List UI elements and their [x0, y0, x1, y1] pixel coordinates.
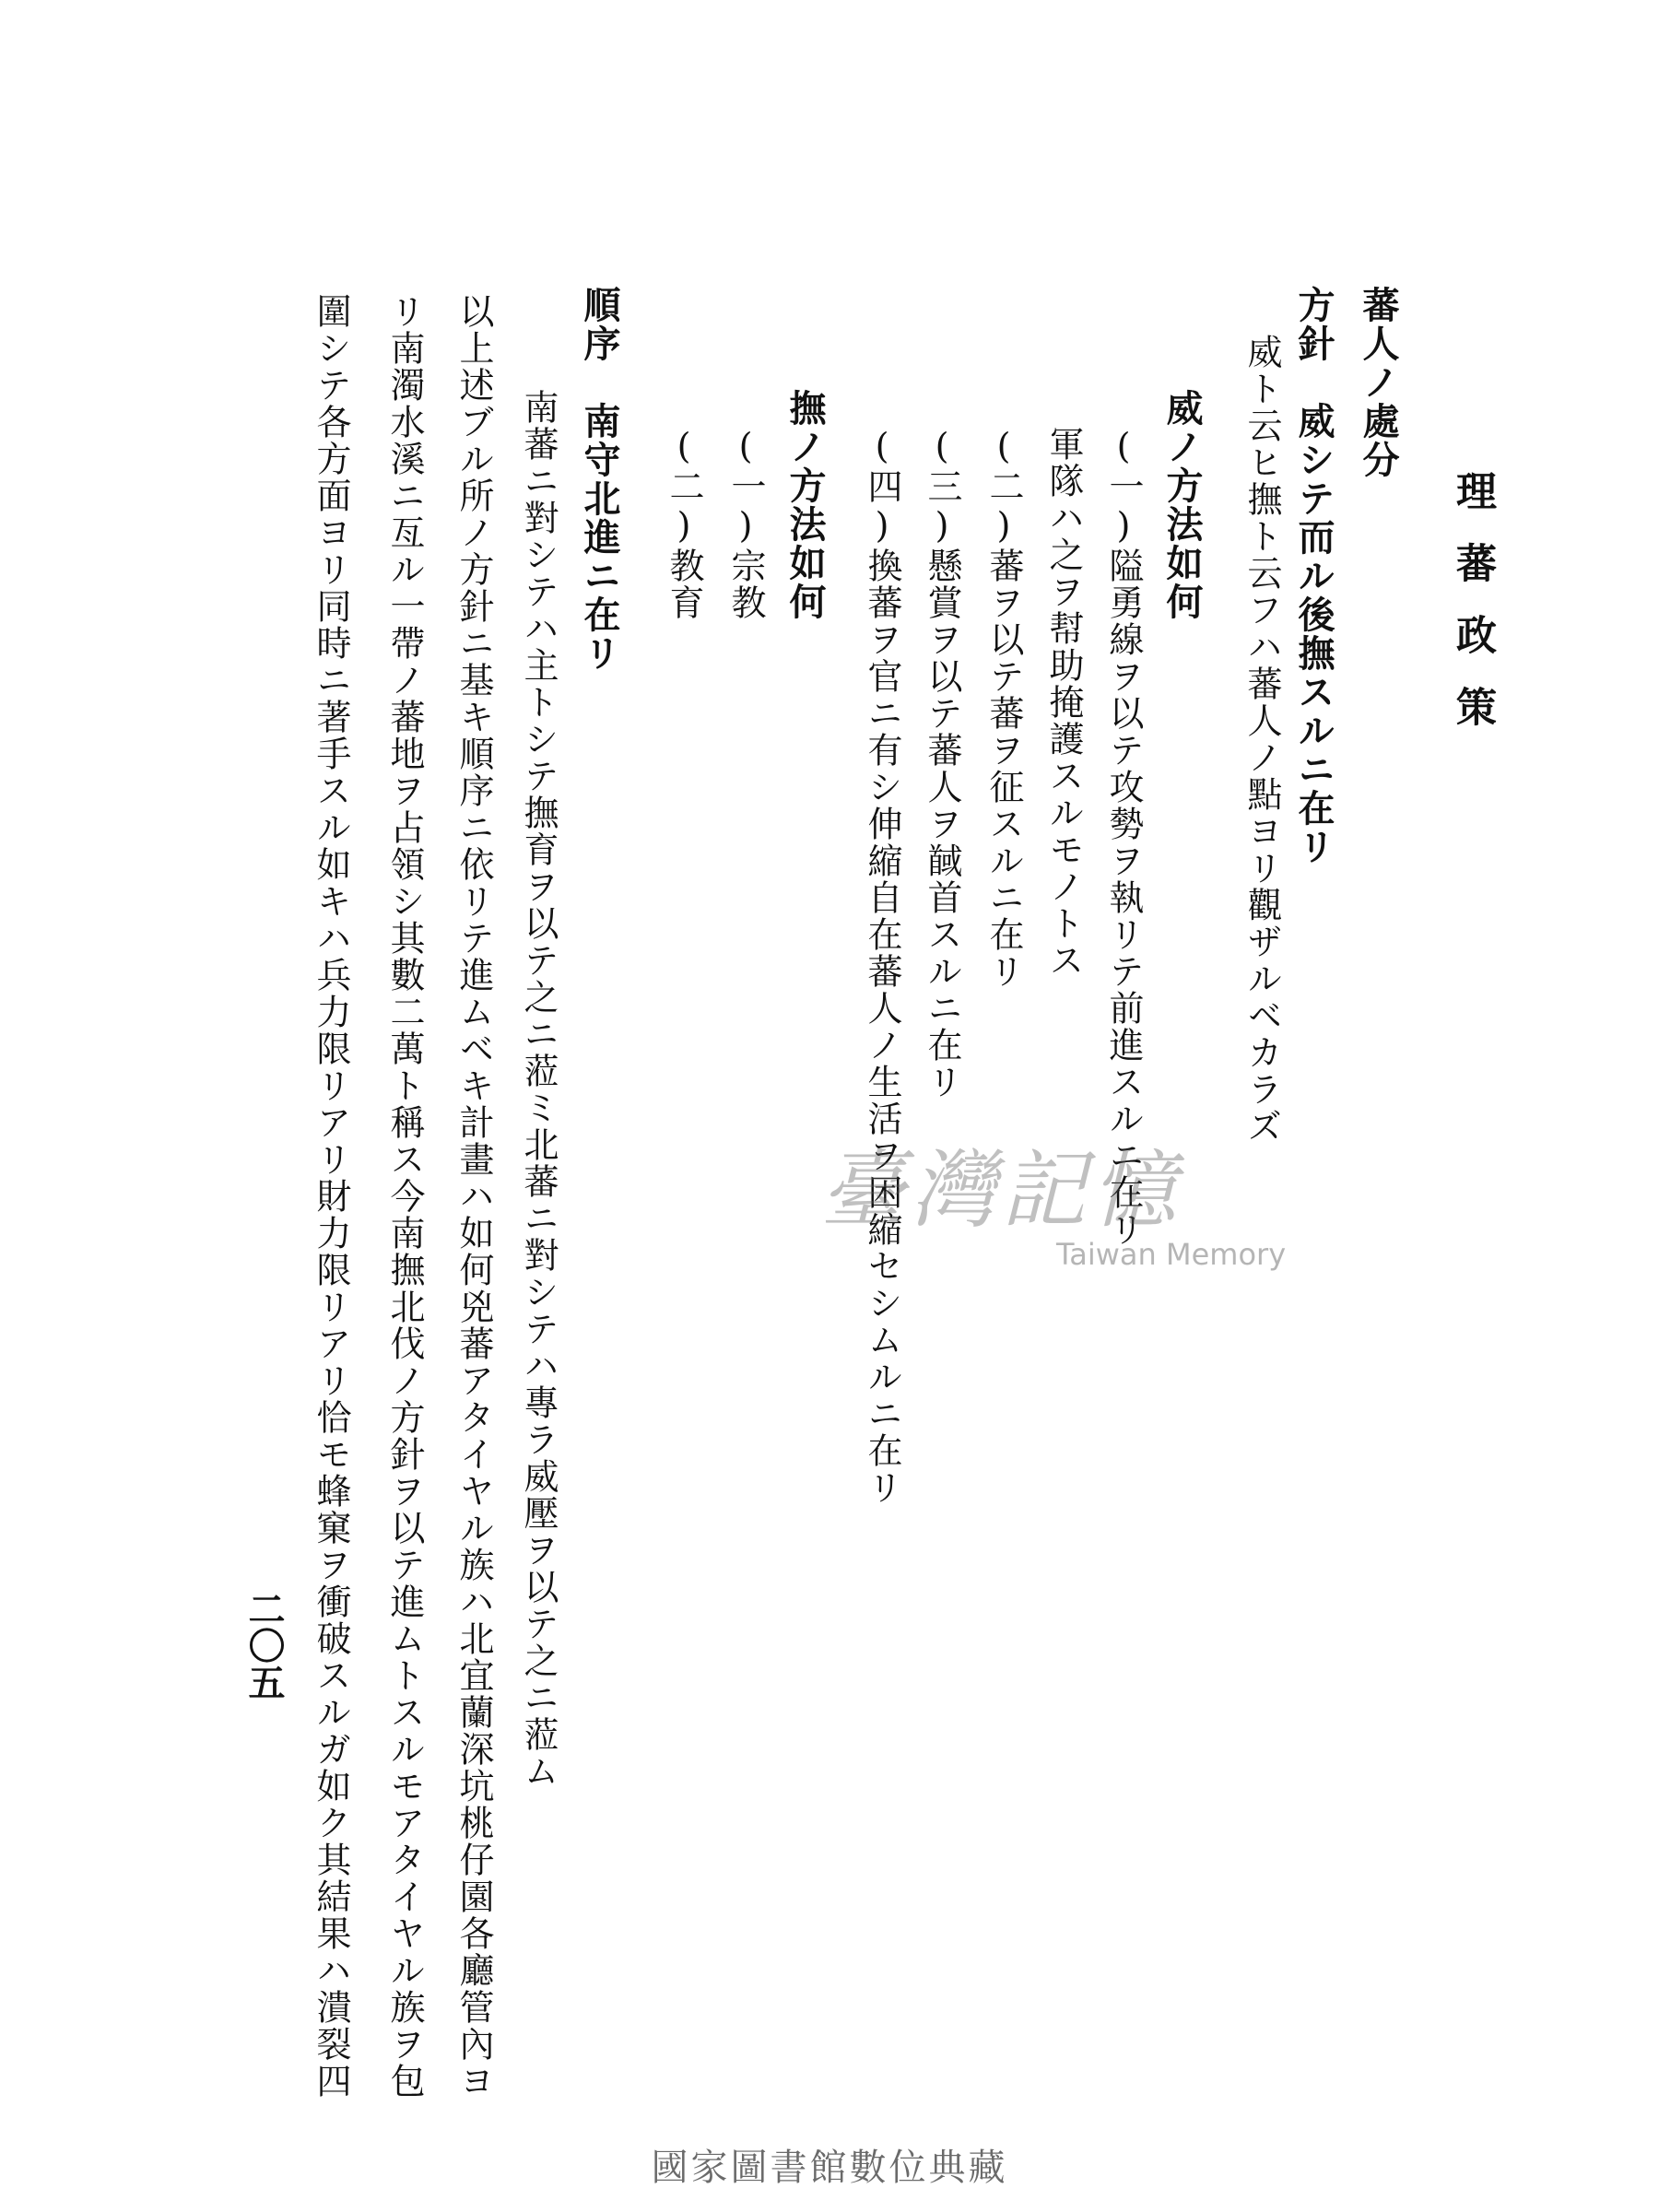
watermark-chinese: 臺灣記憶 — [820, 1141, 1182, 1240]
text-column: 以上述ブル所ノ方針ニ基キ順序ニ依リテ進ムベキ計畫ハ如何兇蕃アタイヤル族ハ北宜蘭深坑桃仔園各廳管內ヨ — [453, 293, 494, 2100]
text-column: (二)教育 — [664, 426, 704, 621]
page-number: 二〇五 — [242, 1590, 286, 1700]
page-title: 理蕃政策 — [1449, 470, 1496, 758]
text-column: (一)宗教 — [725, 426, 766, 621]
text-column: リ南濁水溪ニ亙ル一帶ノ蕃地ヲ占領シ其數二萬ト稱ス今南撫北伐ノ方針ヲ以テ進ムトスルモアタイヤル族ヲ包 — [384, 293, 425, 2100]
watermark-english: Taiwan Memory — [1056, 1237, 1287, 1272]
text-column: 圍シテ各方面ヨリ同時ニ著手スル如キハ兵力限リアリ財力限リアリ恰モ蜂窠ヲ衝破スルガ如ク其結果ハ潰裂四 — [311, 293, 351, 2100]
footer-archive-label: 國家圖書館數位典藏 — [651, 2147, 1008, 2189]
text-column: (三)懸賞ヲ以テ蕃人ヲ馘首スルニ在リ — [922, 426, 962, 1100]
text-column: (一)隘勇線ヲ以テ攻勢ヲ執リテ前進スルニ在リ — [1103, 426, 1144, 1248]
text-column: 軍隊ハ之ヲ幇助掩護スルモノトス — [1043, 426, 1084, 979]
section-heading-treatment: 蕃人ノ處分 — [1357, 286, 1400, 479]
subsection-heading-pacify-method: 撫ノ方法如何 — [783, 389, 827, 621]
text-column: (四)換蕃ヲ官ニ有シ伸縮自在蕃人ノ生活ヲ困縮セシムルニ在リ — [862, 426, 902, 1506]
subsection-heading-force-method: 威ノ方法如何 — [1160, 389, 1204, 621]
text-column: 威ト云ヒ撫ト云フハ蕃人ノ點ヨリ觀ザルベカラズ — [1241, 334, 1282, 1145]
text-column: (二)蕃ヲ以テ蕃ヲ征スルニ在リ — [983, 426, 1024, 990]
order-line: 順序 南守北進ニ在リ — [578, 286, 621, 673]
text-column: 南蕃ニ對シテハ主トシテ撫育ヲ以テ之ニ蒞ミ北蕃ニ對シテハ專ラ威壓ヲ以テ之ニ蒞ム — [518, 389, 559, 1790]
policy-line: 方針 威シテ而ル後撫スルニ在リ — [1292, 286, 1335, 866]
